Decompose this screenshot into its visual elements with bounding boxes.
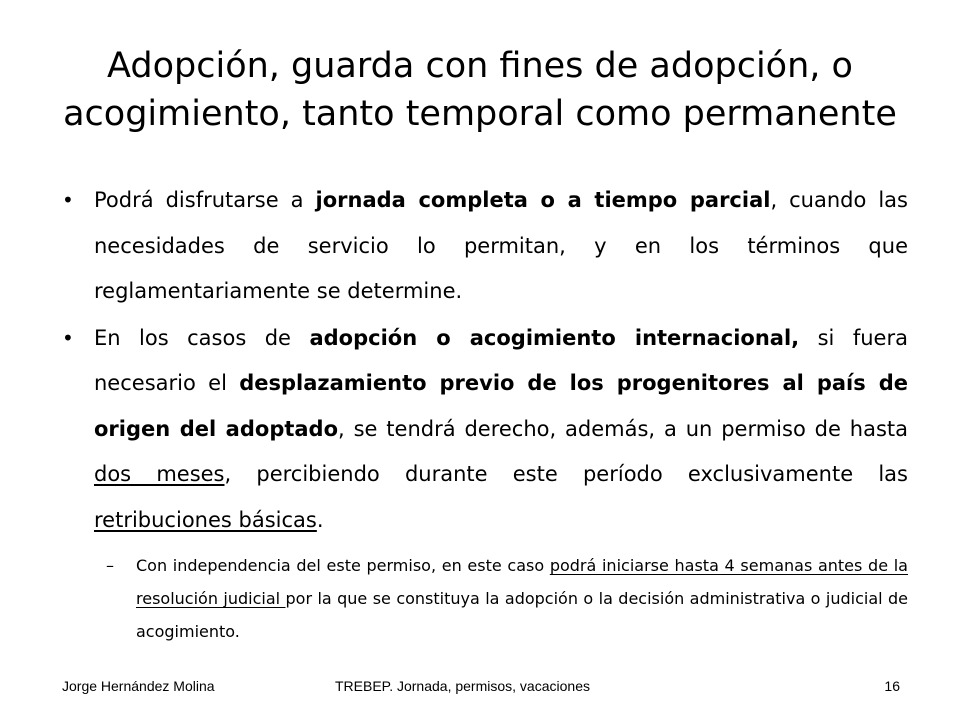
title-line-2: acogimiento, tanto temporal como permanente: [63, 94, 897, 134]
footer-page-number: 16: [884, 678, 900, 694]
bullet-item-1: [62, 178, 908, 315]
slide-title: [40, 42, 920, 138]
bold-text: adopción o acogimiento internacional,: [309, 325, 800, 350]
bullet-text: , cuando las necesidades de servicio lo permitan, y en los términos que reglamentariamente se determine.: [94, 188, 908, 303]
bullet-item-2: [62, 316, 908, 544]
underlined-text: retribuciones básicas: [94, 507, 317, 532]
footer-author: Jorge Hernández Molina: [62, 678, 215, 694]
bold-text: jornada completa o a tiempo parcial: [315, 188, 771, 212]
bullet-text: si fuera necesario el: [94, 325, 908, 395]
bullet-text: , se tendrá derecho, además, a un permiso de hasta: [338, 416, 909, 441]
underlined-text: podrá iniciarse hasta 4 semanas antes de la resolución judicial: [136, 556, 908, 608]
bullet-text: , percibiendo durante este período exclusivamente las: [224, 462, 908, 486]
sub-bullet-text: por la que se constituya la adopción o la decisión administrativa o judicial de acogimiento.: [136, 589, 908, 641]
slide-body: [62, 178, 908, 648]
sub-bullet-marker: –: [106, 556, 114, 575]
bullet-text: .: [316, 507, 324, 532]
bullet-marker: •: [62, 325, 74, 350]
title-line-1: Adopción, guarda con fines de adopción, o: [107, 46, 853, 86]
bullet-text: Podrá disfrutarse a: [94, 188, 316, 212]
bullet-marker: •: [62, 188, 74, 212]
bullet-text: En los casos de: [94, 325, 310, 350]
sub-bullet-item: [106, 549, 908, 648]
sub-bullet-text: Con independencia del este permiso, en este caso: [136, 556, 550, 575]
underlined-text: dos meses: [94, 462, 225, 486]
bold-text: desplazamiento previo de los progenitores al país de origen del adoptado: [94, 371, 908, 441]
footer-topic: TREBEP. Jornada, permisos, vacaciones: [335, 678, 590, 694]
